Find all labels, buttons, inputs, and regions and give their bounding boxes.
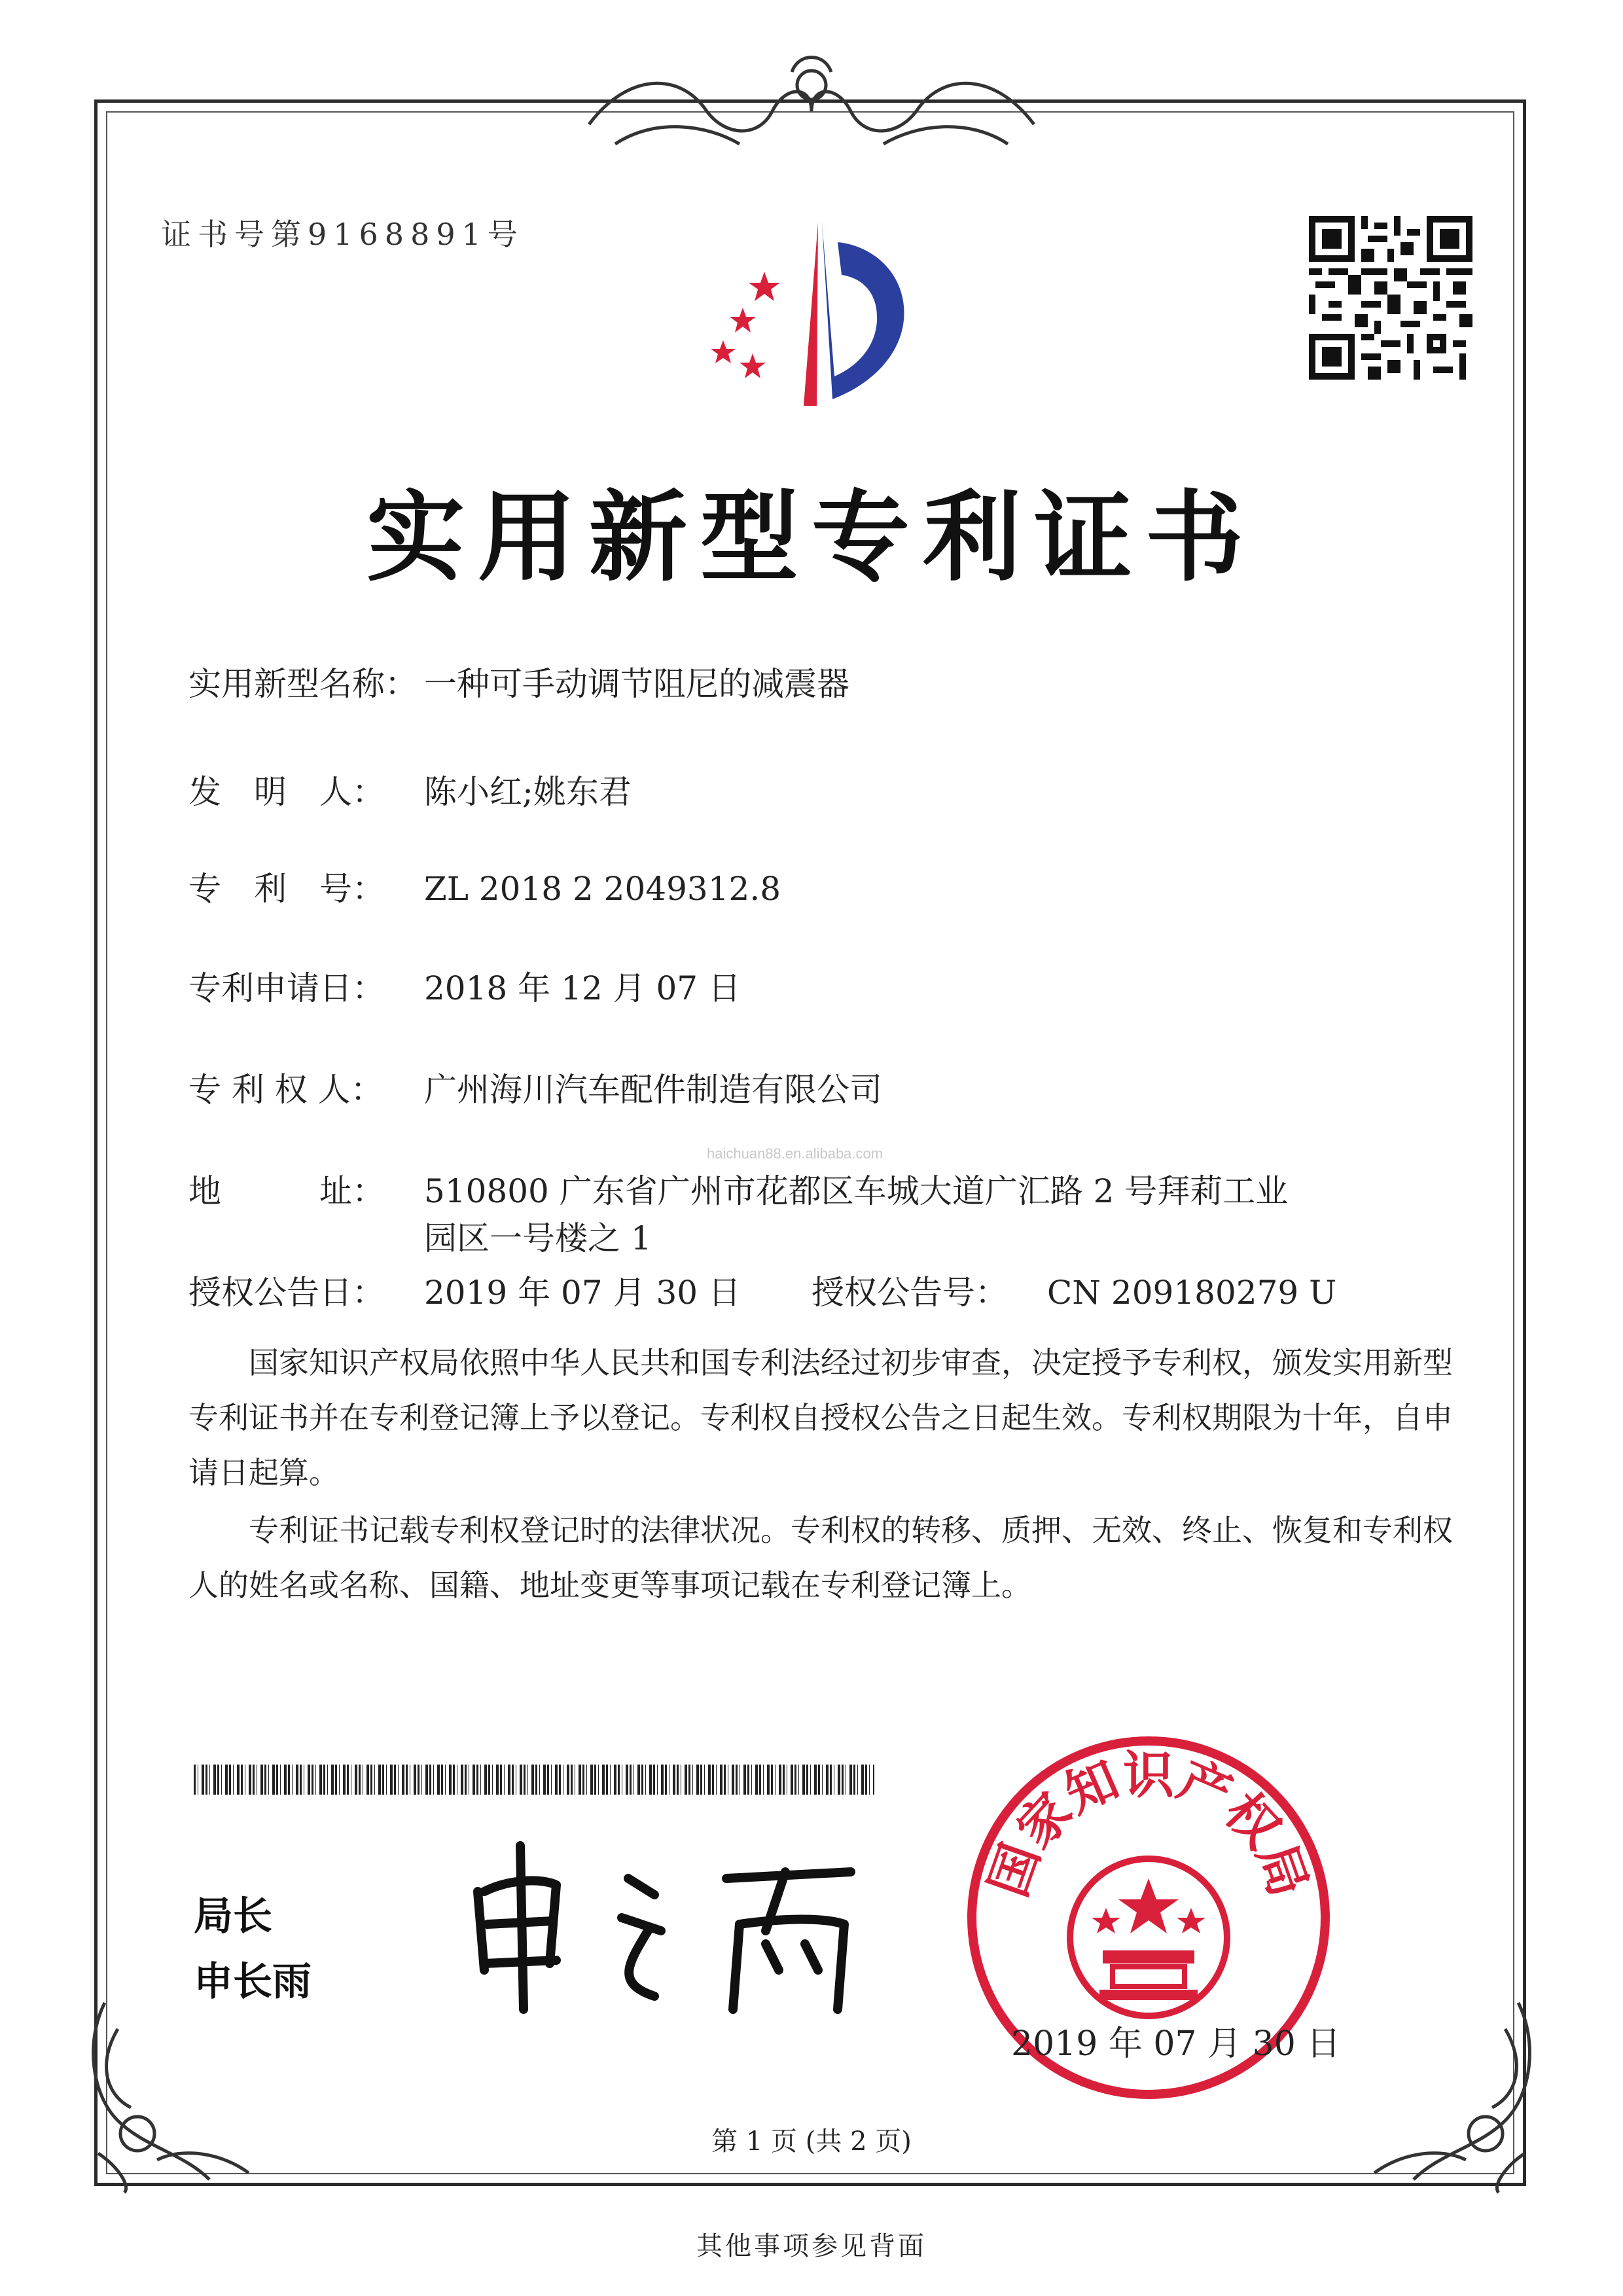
field-label: 授权公告日： bbox=[188, 1274, 385, 1312]
director-signature bbox=[458, 1833, 877, 2016]
field-label: 授权公告号： bbox=[812, 1274, 1008, 1312]
field-grant-date bbox=[188, 1266, 741, 1314]
field-inventor bbox=[188, 766, 632, 813]
barcode bbox=[194, 1765, 874, 1795]
watermark-text: haichuan88.en.alibaba.com bbox=[707, 1145, 883, 1162]
patent-office-logo bbox=[687, 216, 936, 412]
director-title: 局长 bbox=[194, 1893, 272, 1939]
qr-code bbox=[1309, 216, 1472, 380]
field-value: 陈小红;姚东君 bbox=[424, 773, 632, 811]
field-label: 专利申请日： bbox=[188, 969, 385, 1007]
seal-text: 国家知识产权局 bbox=[978, 1746, 1319, 1905]
field-label: 专 利 号： bbox=[188, 870, 385, 908]
field-patentee bbox=[188, 1064, 882, 1111]
field-value: 一种可手动调节阻尼的减震器 bbox=[424, 665, 849, 703]
logo-red-blade bbox=[804, 223, 818, 406]
legal-paragraph-2: 专利证书记载专利权登记时的法律状况。专利权的转移、质押、无效、终止、恢复和专利权人的姓名或名称、国籍、地址变更等事项记载在专利登记簿上。 bbox=[188, 1513, 1453, 1603]
certificate-title: 实用新型专利证书 bbox=[366, 480, 1257, 595]
certificate-number: 证书号第9168891号 bbox=[161, 217, 524, 252]
field-filing-date bbox=[188, 962, 741, 1009]
field-value: 510800 广东省广州市花都区车城大道广汇路 2 号拜莉工业 bbox=[424, 1172, 1289, 1210]
field-grant-number bbox=[812, 1266, 1336, 1314]
footer-note: 其他事项参见背面 bbox=[696, 2231, 927, 2261]
seal-date: 2019 年 07 月 30 日 bbox=[1011, 2024, 1341, 2064]
field-address-line2: 园区一号楼之 1 bbox=[424, 1219, 652, 1257]
logo-stars bbox=[711, 272, 780, 378]
field-value: 广州海川汽车配件制造有限公司 bbox=[424, 1071, 882, 1109]
director-name: 申长雨 bbox=[194, 1959, 312, 2005]
field-value: 2018 年 12 月 07 日 bbox=[424, 969, 741, 1007]
field-address bbox=[188, 1165, 1288, 1212]
field-value: CN 209180279 U bbox=[1047, 1274, 1337, 1312]
national-emblem bbox=[1070, 1859, 1227, 2016]
field-label: 发 明 人： bbox=[188, 773, 385, 811]
field-label: 实用新型名称： bbox=[188, 665, 418, 703]
page-indicator: 第 1 页 (共 2 页) bbox=[711, 2126, 912, 2157]
logo-blue-blade bbox=[822, 223, 904, 399]
field-utility-model-name bbox=[188, 658, 849, 705]
top-ornament bbox=[576, 46, 1047, 164]
bottom-left-ornament bbox=[79, 1990, 275, 2199]
field-value: ZL 2018 2 2049312.8 bbox=[424, 870, 781, 908]
bottom-right-ornament bbox=[1348, 1990, 1544, 2199]
field-value: 2019 年 07 月 30 日 bbox=[424, 1274, 741, 1312]
field-label: 专 利 权 人： bbox=[188, 1071, 383, 1109]
field-label: 地 址： bbox=[188, 1172, 385, 1210]
field-patent-number bbox=[188, 863, 781, 910]
legal-paragraph-1: 国家知识产权局依照中华人民共和国专利法经过初步审查，决定授予专利权，颁发实用新型专利证书并在专利登记簿上予以登记。专利权自授权公告之日起生效。专利权期限为十年，自申请日起算。 bbox=[188, 1345, 1453, 1490]
